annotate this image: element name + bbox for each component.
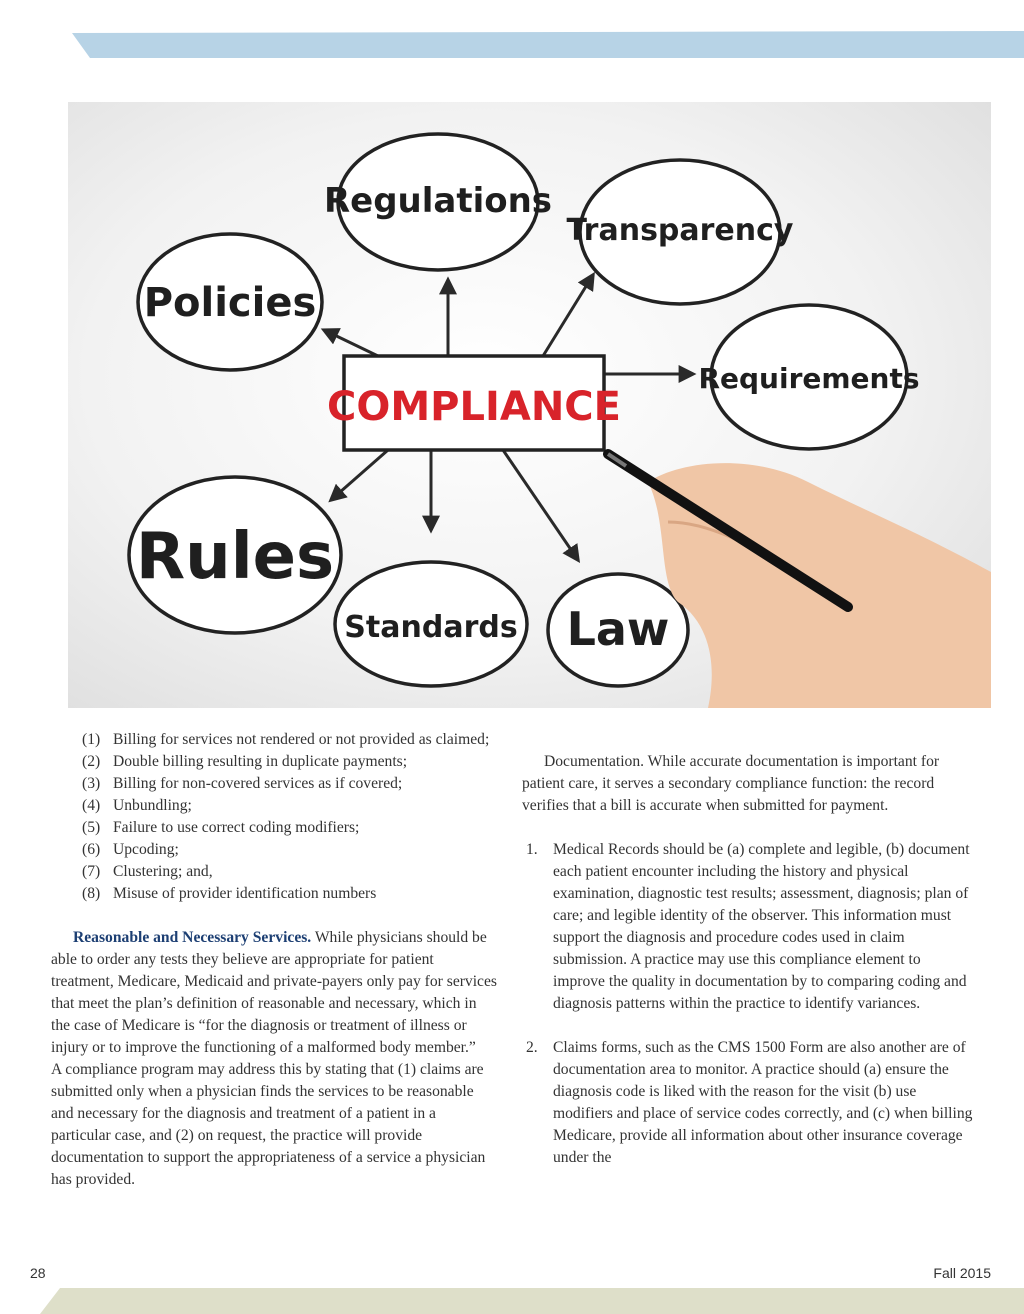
issue-label: Fall 2015 [933, 1265, 991, 1281]
list-item: (4) Unbundling; [82, 797, 192, 814]
list-item: (2) Double billing resulting in duplicate payments; [82, 753, 408, 770]
header-band [0, 0, 1024, 60]
section-text: While physicians should be able to order any tests they believe are appropriate for patient treatment, Medicare, Medicaid and private-payers only pay for services that meet the plan’s definition of reasonable and necessary, which in the case of Medicare is “for the diagnosis or treatment of illness or injury or to improve the functioning of a malformed body member.” [51, 929, 497, 1056]
bubble-label-requirements: Requirements [698, 362, 920, 395]
documentation-paragraph: Documentation. While accurate documentation is important for patient care, it serves a secondary compliance function: the record verifies that a bill is accurate when submitted for payment. [522, 753, 940, 814]
list-item: (6) Upcoding; [82, 841, 179, 858]
list-item: (7) Clustering; and, [82, 863, 213, 880]
reasonable-services-paragraph [51, 927, 499, 1059]
left-column [51, 729, 499, 1191]
footer-band [0, 1288, 1024, 1314]
bubble-label-policies: Policies [143, 280, 317, 326]
right-column [522, 751, 974, 1169]
center-label-compliance: COMPLIANCE [327, 384, 621, 430]
page-number: 28 [30, 1265, 46, 1281]
compliance-mindmap-photo [68, 102, 991, 708]
section-heading: Reasonable and Necessary Services. [73, 929, 312, 946]
bubble-label-standards: Standards [344, 610, 518, 645]
list-item: (8) Misuse of provider identification numbers [82, 885, 377, 902]
compliance-program-paragraph: A compliance program may address this by stating that (1) claims are submitted only when a physician finds the services to be reasonable and necessary for the diagnosis and treatment of a patient in a particular case, and (2) on request, the practice will provide documentation to support the appropriateness of a service a physician has provided. [51, 1061, 486, 1188]
list-item: 1. Medical Records should be (a) complete and legible, (b) document each patient encounter including the history and physical examination, diagnostic test results; assessment, diagnosis; plan of care; and legible identity of the observer. This information must support the diagnosis and procedure codes used in claim submission. A practice may use this compliance element to improve the quality in documentation by to comparing coding and diagnosis patterns within the practice to identify variances. [526, 841, 970, 1012]
list-item: 2. Claims forms, such as the CMS 1500 Form are also another are of documentation area to monitor. A practice should (a) ensure the diagnosis code is liked with the reason for the visit (b) use modifiers and place of service codes correctly, and (c) when billing Medicare, provide all information about other insurance coverage under the [526, 1039, 973, 1166]
list-item: (3) Billing for non-covered services as if covered; [82, 775, 403, 792]
bubble-label-law: Law [566, 602, 670, 656]
list-item: (1) Billing for services not rendered or not provided as claimed; [82, 731, 490, 748]
bubble-label-rules: Rules [135, 520, 335, 594]
bubble-label-regulations: Regulations [323, 181, 553, 221]
bubble-label-transparency: Transparency [566, 213, 794, 248]
list-item: (5) Failure to use correct coding modifiers; [82, 819, 360, 836]
